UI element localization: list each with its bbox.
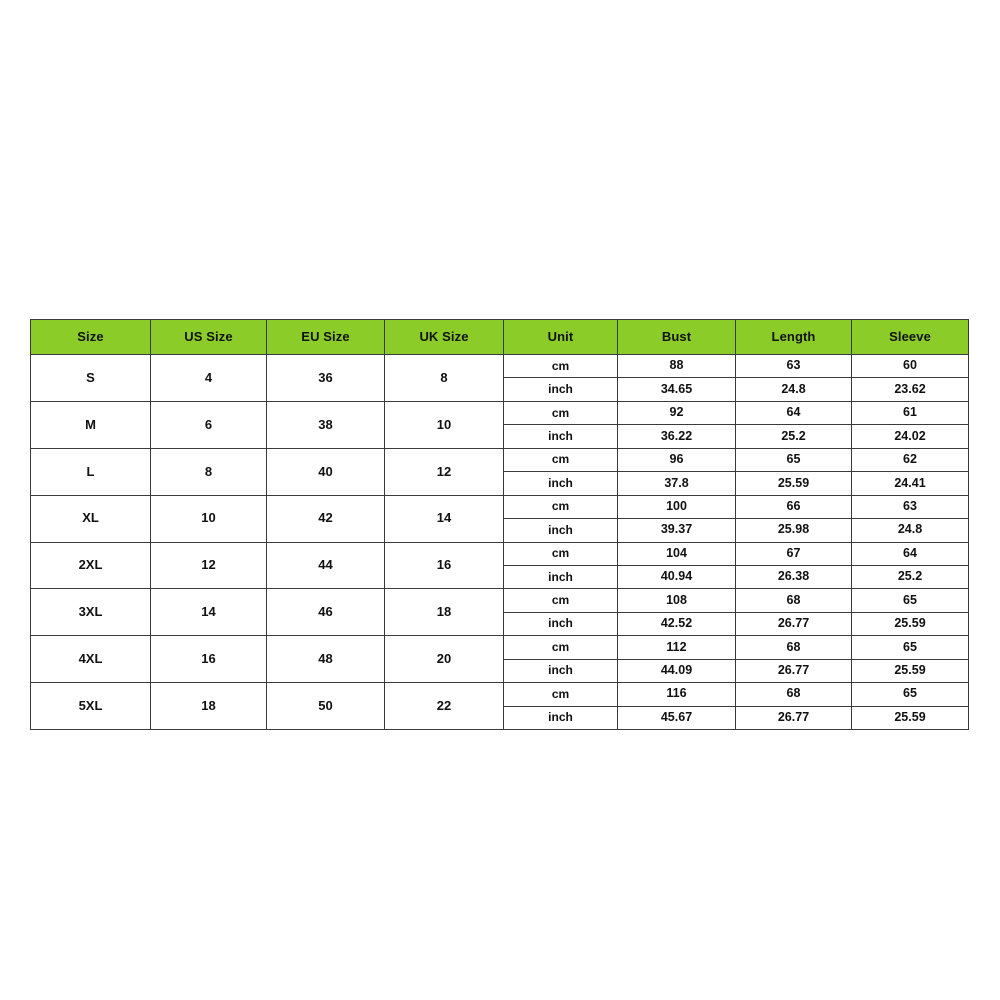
row-size-label: L (31, 448, 151, 495)
row-eu-size: 38 (267, 401, 385, 448)
row-sleeve-inch: 24.8 (852, 519, 969, 542)
row-uk-size: 16 (385, 542, 504, 589)
column-header-length: Length (736, 320, 852, 355)
row-bust-cm: 100 (618, 495, 736, 518)
table-row (31, 589, 969, 612)
row-length-cm: 68 (736, 636, 852, 659)
row-us-size: 18 (151, 683, 267, 730)
row-unit-cm: cm (504, 448, 618, 471)
row-sleeve-inch: 24.41 (852, 472, 969, 495)
row-unit-cm: cm (504, 401, 618, 424)
column-header-unit: Unit (504, 320, 618, 355)
row-uk-size: 10 (385, 401, 504, 448)
row-length-inch: 25.98 (736, 519, 852, 542)
row-unit-inch: inch (504, 565, 618, 588)
table-row (31, 448, 969, 471)
table-row (31, 495, 969, 518)
row-us-size: 14 (151, 589, 267, 636)
row-us-size: 8 (151, 448, 267, 495)
row-unit-inch: inch (504, 659, 618, 682)
row-uk-size: 8 (385, 355, 504, 402)
row-us-size: 10 (151, 495, 267, 542)
row-bust-inch: 42.52 (618, 612, 736, 635)
row-uk-size: 12 (385, 448, 504, 495)
row-bust-inch: 34.65 (618, 378, 736, 401)
row-length-cm: 64 (736, 401, 852, 424)
row-sleeve-cm: 65 (852, 683, 969, 706)
row-sleeve-inch: 23.62 (852, 378, 969, 401)
table-row (31, 355, 969, 378)
row-sleeve-inch: 25.2 (852, 565, 969, 588)
table-header (31, 320, 969, 355)
row-bust-cm: 104 (618, 542, 736, 565)
row-length-cm: 68 (736, 589, 852, 612)
row-length-inch: 26.77 (736, 612, 852, 635)
row-us-size: 6 (151, 401, 267, 448)
row-size-label: S (31, 355, 151, 402)
column-header-bust: Bust (618, 320, 736, 355)
row-unit-cm: cm (504, 355, 618, 378)
column-header-uk-size: UK Size (385, 320, 504, 355)
row-uk-size: 14 (385, 495, 504, 542)
row-size-label: 2XL (31, 542, 151, 589)
row-length-inch: 25.59 (736, 472, 852, 495)
row-eu-size: 44 (267, 542, 385, 589)
row-eu-size: 40 (267, 448, 385, 495)
column-header-size: Size (31, 320, 151, 355)
row-bust-inch: 40.94 (618, 565, 736, 588)
row-sleeve-inch: 25.59 (852, 706, 969, 729)
row-eu-size: 36 (267, 355, 385, 402)
row-unit-cm: cm (504, 495, 618, 518)
table-row (31, 683, 969, 706)
row-bust-inch: 36.22 (618, 425, 736, 448)
row-eu-size: 46 (267, 589, 385, 636)
row-bust-inch: 39.37 (618, 519, 736, 542)
row-length-inch: 26.38 (736, 565, 852, 588)
row-uk-size: 20 (385, 636, 504, 683)
row-length-cm: 66 (736, 495, 852, 518)
row-uk-size: 18 (385, 589, 504, 636)
row-length-cm: 65 (736, 448, 852, 471)
row-size-label: XL (31, 495, 151, 542)
row-bust-inch: 45.67 (618, 706, 736, 729)
row-sleeve-cm: 60 (852, 355, 969, 378)
row-bust-cm: 108 (618, 589, 736, 612)
row-size-label: 4XL (31, 636, 151, 683)
row-us-size: 16 (151, 636, 267, 683)
row-sleeve-cm: 64 (852, 542, 969, 565)
row-length-cm: 67 (736, 542, 852, 565)
row-sleeve-inch: 25.59 (852, 659, 969, 682)
table-body (31, 355, 969, 730)
table-row (31, 542, 969, 565)
row-bust-cm: 96 (618, 448, 736, 471)
row-bust-cm: 88 (618, 355, 736, 378)
row-length-inch: 26.77 (736, 659, 852, 682)
row-eu-size: 42 (267, 495, 385, 542)
row-unit-inch: inch (504, 519, 618, 542)
row-unit-inch: inch (504, 378, 618, 401)
column-header-eu-size: EU Size (267, 320, 385, 355)
row-length-cm: 63 (736, 355, 852, 378)
row-length-inch: 24.8 (736, 378, 852, 401)
row-unit-cm: cm (504, 589, 618, 612)
row-length-inch: 25.2 (736, 425, 852, 448)
row-unit-cm: cm (504, 683, 618, 706)
row-unit-inch: inch (504, 425, 618, 448)
row-eu-size: 48 (267, 636, 385, 683)
size-chart-container (30, 319, 968, 730)
row-unit-inch: inch (504, 612, 618, 635)
row-unit-inch: inch (504, 706, 618, 729)
row-unit-inch: inch (504, 472, 618, 495)
row-sleeve-inch: 25.59 (852, 612, 969, 635)
header-row (31, 320, 969, 355)
row-eu-size: 50 (267, 683, 385, 730)
row-bust-inch: 44.09 (618, 659, 736, 682)
row-sleeve-cm: 63 (852, 495, 969, 518)
row-size-label: M (31, 401, 151, 448)
row-sleeve-cm: 65 (852, 636, 969, 659)
row-sleeve-cm: 61 (852, 401, 969, 424)
row-length-cm: 68 (736, 683, 852, 706)
table-row (31, 401, 969, 424)
row-bust-cm: 112 (618, 636, 736, 659)
row-bust-cm: 92 (618, 401, 736, 424)
row-size-label: 3XL (31, 589, 151, 636)
row-size-label: 5XL (31, 683, 151, 730)
row-length-inch: 26.77 (736, 706, 852, 729)
row-sleeve-cm: 65 (852, 589, 969, 612)
size-chart-table (30, 319, 969, 730)
row-sleeve-inch: 24.02 (852, 425, 969, 448)
row-unit-cm: cm (504, 636, 618, 659)
column-header-sleeve: Sleeve (852, 320, 969, 355)
row-sleeve-cm: 62 (852, 448, 969, 471)
row-uk-size: 22 (385, 683, 504, 730)
row-unit-cm: cm (504, 542, 618, 565)
table-row (31, 636, 969, 659)
row-bust-cm: 116 (618, 683, 736, 706)
row-us-size: 12 (151, 542, 267, 589)
column-header-us-size: US Size (151, 320, 267, 355)
row-bust-inch: 37.8 (618, 472, 736, 495)
row-us-size: 4 (151, 355, 267, 402)
